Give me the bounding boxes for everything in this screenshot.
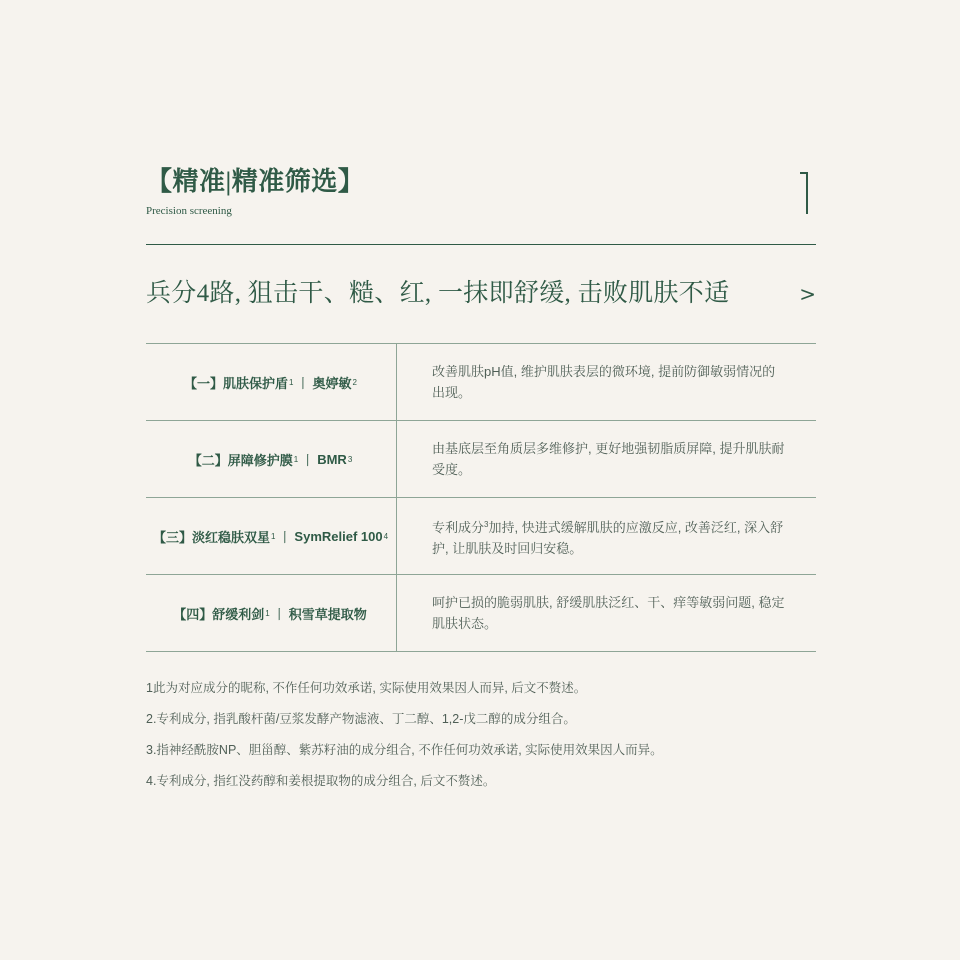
- ingredient-description: 改善肌肤pH值, 维护肌肤表层的微环境, 提前防御敏弱情况的出现。: [432, 364, 776, 400]
- footnote-marker: 3: [347, 454, 353, 464]
- table-row: [146, 498, 816, 575]
- ingredient-name-cell: [146, 575, 397, 651]
- ingredient-label: 积雪草提取物: [288, 606, 367, 622]
- separator: 丨: [278, 529, 292, 545]
- ingredient-role: 【三】淡红稳肤双星: [152, 529, 270, 545]
- separator: 丨: [296, 375, 310, 391]
- ingredient-name-cell: [146, 344, 397, 420]
- ingredient-description: 呵护已损的脆弱肌肤, 舒缓肌肤泛红、干、痒等敏弱问题, 稳定肌肤状态。: [432, 595, 785, 631]
- footnote-marker: 1: [289, 377, 294, 387]
- ingredient-label: BMR: [317, 451, 347, 467]
- ingredient-description: 由基底层至角质层多维修护, 更好地强韧脂质屏障, 提升肌肤耐受度。: [432, 441, 785, 477]
- ingredient-label: 奥婷敏: [312, 375, 352, 391]
- ingredient-table: [146, 343, 816, 652]
- footnote-item: 4.专利成分, 指红没药醇和姜根提取物的成分组合, 后文不赘述。: [146, 774, 496, 788]
- description-part: 加持, 快进式缓解肌肤的应激反应, 改善泛红, 深入舒护, 让肌肤及时回归安稳。: [432, 519, 784, 556]
- table-row: [146, 421, 816, 498]
- footnote-marker: 4: [383, 531, 389, 541]
- footnote-marker: 1: [293, 454, 299, 464]
- ingredient-role: 【四】舒缓利剑: [173, 606, 265, 622]
- footnote-marker: 3: [484, 519, 489, 529]
- headline-row[interactable]: [146, 274, 816, 314]
- ingredient-role: 【一】肌肤保护盾: [184, 375, 289, 391]
- ingredient-name-cell: [146, 498, 397, 574]
- description-part: 专利成分: [432, 519, 485, 535]
- page-title: 【精准|精准筛选】: [146, 167, 365, 196]
- page-subtitle: Precision screening: [146, 205, 232, 217]
- page-content: [146, 166, 816, 788]
- ingredient-label: SymRelief 100: [294, 528, 383, 544]
- chevron-right-icon[interactable]: >: [799, 282, 816, 306]
- ingredient-description-cell: [397, 344, 816, 420]
- ingredient-description-cell: [397, 498, 816, 574]
- separator: 丨: [301, 452, 315, 468]
- footnotes: [146, 673, 816, 797]
- footnote-marker: 1: [265, 608, 270, 618]
- ingredient-description-cell: [397, 421, 816, 497]
- headline-text: 兵分4路, 狙击干、糙、红, 一抹即舒缓, 击败肌肤不适: [146, 280, 730, 307]
- section-header: [146, 166, 816, 226]
- footnote-item: 2.专利成分, 指乳酸杆菌/豆浆发酵产物滤液、丁二醇、1,2-戊二醇的成分组合。: [146, 712, 576, 726]
- ingredient-description-cell: [397, 575, 816, 651]
- ingredient-description: [432, 514, 788, 559]
- ingredient-name-cell: [146, 421, 397, 497]
- table-row: [146, 344, 816, 421]
- ingredient-role: 【二】屏障修护膜: [188, 452, 293, 468]
- footnote-item: 3.指神经酰胺NP、胆甾醇、紫苏籽油的成分组合, 不作任何功效承诺, 实际使用效果因人而异。: [146, 743, 663, 757]
- footnote-item: 1此为对应成分的昵称, 不作任何功效承诺, 实际使用效果因人而异, 后文不赘述。: [146, 681, 587, 695]
- table-row: [146, 575, 816, 652]
- header-divider: [146, 244, 816, 245]
- separator: 丨: [272, 606, 286, 622]
- footnote-marker: 2: [352, 377, 357, 387]
- corner-bracket-decoration: [800, 172, 808, 214]
- footnote-marker: 1: [270, 531, 276, 541]
